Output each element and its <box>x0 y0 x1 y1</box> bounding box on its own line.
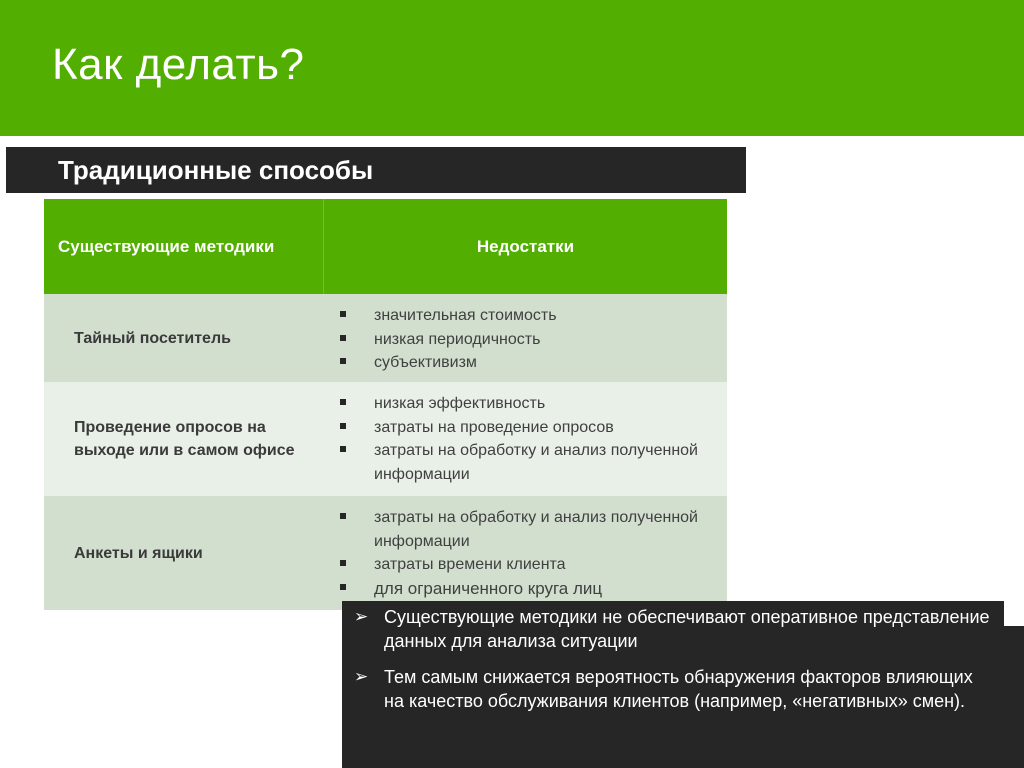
drawbacks-list <box>324 304 719 375</box>
drawback-text: субъективизм <box>374 354 477 371</box>
list-item <box>324 506 719 553</box>
drawbacks-cell <box>324 496 727 610</box>
slide-subtitle: Традиционные способы <box>58 155 374 185</box>
list-item <box>324 553 719 577</box>
list-item <box>324 577 719 601</box>
slide-title: Как делать? <box>52 40 305 89</box>
arrow-bullet-icon: ➢ <box>354 607 369 626</box>
list-item <box>324 328 719 352</box>
method-name: Проведение опросов на выходе или в самом офисе <box>74 419 295 459</box>
drawbacks-cell <box>324 382 727 496</box>
methods-table <box>44 199 727 610</box>
drawbacks-cell <box>324 294 727 382</box>
square-bullet-icon <box>340 446 346 452</box>
list-item <box>324 351 719 375</box>
drawback-text: затраты на обработку и анализ полученной информации <box>374 442 698 483</box>
method-cell <box>44 496 324 610</box>
method-cell <box>44 294 324 382</box>
square-bullet-icon <box>340 584 346 590</box>
drawbacks-list <box>324 392 719 486</box>
square-bullet-icon <box>340 335 346 341</box>
list-item <box>324 392 719 416</box>
drawback-text: низкая эффективность <box>374 395 546 412</box>
table-row <box>44 496 727 610</box>
method-cell <box>44 382 324 496</box>
callout-point <box>352 605 994 653</box>
table-row <box>44 294 727 382</box>
drawback-text: затраты на проведение опросов <box>374 418 614 436</box>
drawback-text: для ограниченного круга лиц <box>374 578 603 598</box>
callout-text: Тем самым снижается вероятность обнаружения факторов влияющих на качество обслуживания клиентов (например, «негативных» смен). <box>384 667 973 711</box>
arrow-bullet-icon: ➢ <box>354 667 369 686</box>
square-bullet-icon <box>340 311 346 317</box>
table-row <box>44 382 727 496</box>
list-item <box>324 416 719 440</box>
method-name: Тайный посетитель <box>74 329 231 347</box>
title-bar <box>0 0 1024 136</box>
square-bullet-icon <box>340 513 346 519</box>
table-header-cell <box>324 199 727 294</box>
subtitle-bar <box>6 147 746 193</box>
drawback-text: значительная стоимость <box>374 307 557 324</box>
drawback-text: затраты на обработку и анализ полученной информации <box>374 509 698 550</box>
drawbacks-list <box>324 506 719 600</box>
table-header-row <box>44 199 727 294</box>
square-bullet-icon <box>340 399 346 405</box>
table-header-cell <box>44 199 324 294</box>
header-drawbacks: Недостатки <box>476 236 575 256</box>
square-bullet-icon <box>340 358 346 364</box>
method-name: Анкеты и ящики <box>74 544 203 562</box>
callout-text: Существующие методики не обеспечивают оперативное представление данных для анализа ситуации <box>384 607 990 651</box>
square-bullet-icon <box>340 423 346 429</box>
list-item <box>324 304 719 328</box>
square-bullet-icon <box>340 560 346 566</box>
drawback-text: затраты времени клиента <box>374 556 566 573</box>
conclusion-callout <box>342 601 1004 768</box>
drawback-text: низкая периодичность <box>374 330 541 348</box>
callout-point <box>352 665 994 713</box>
header-methods: Существующие методики <box>58 236 275 256</box>
list-item <box>324 439 719 486</box>
